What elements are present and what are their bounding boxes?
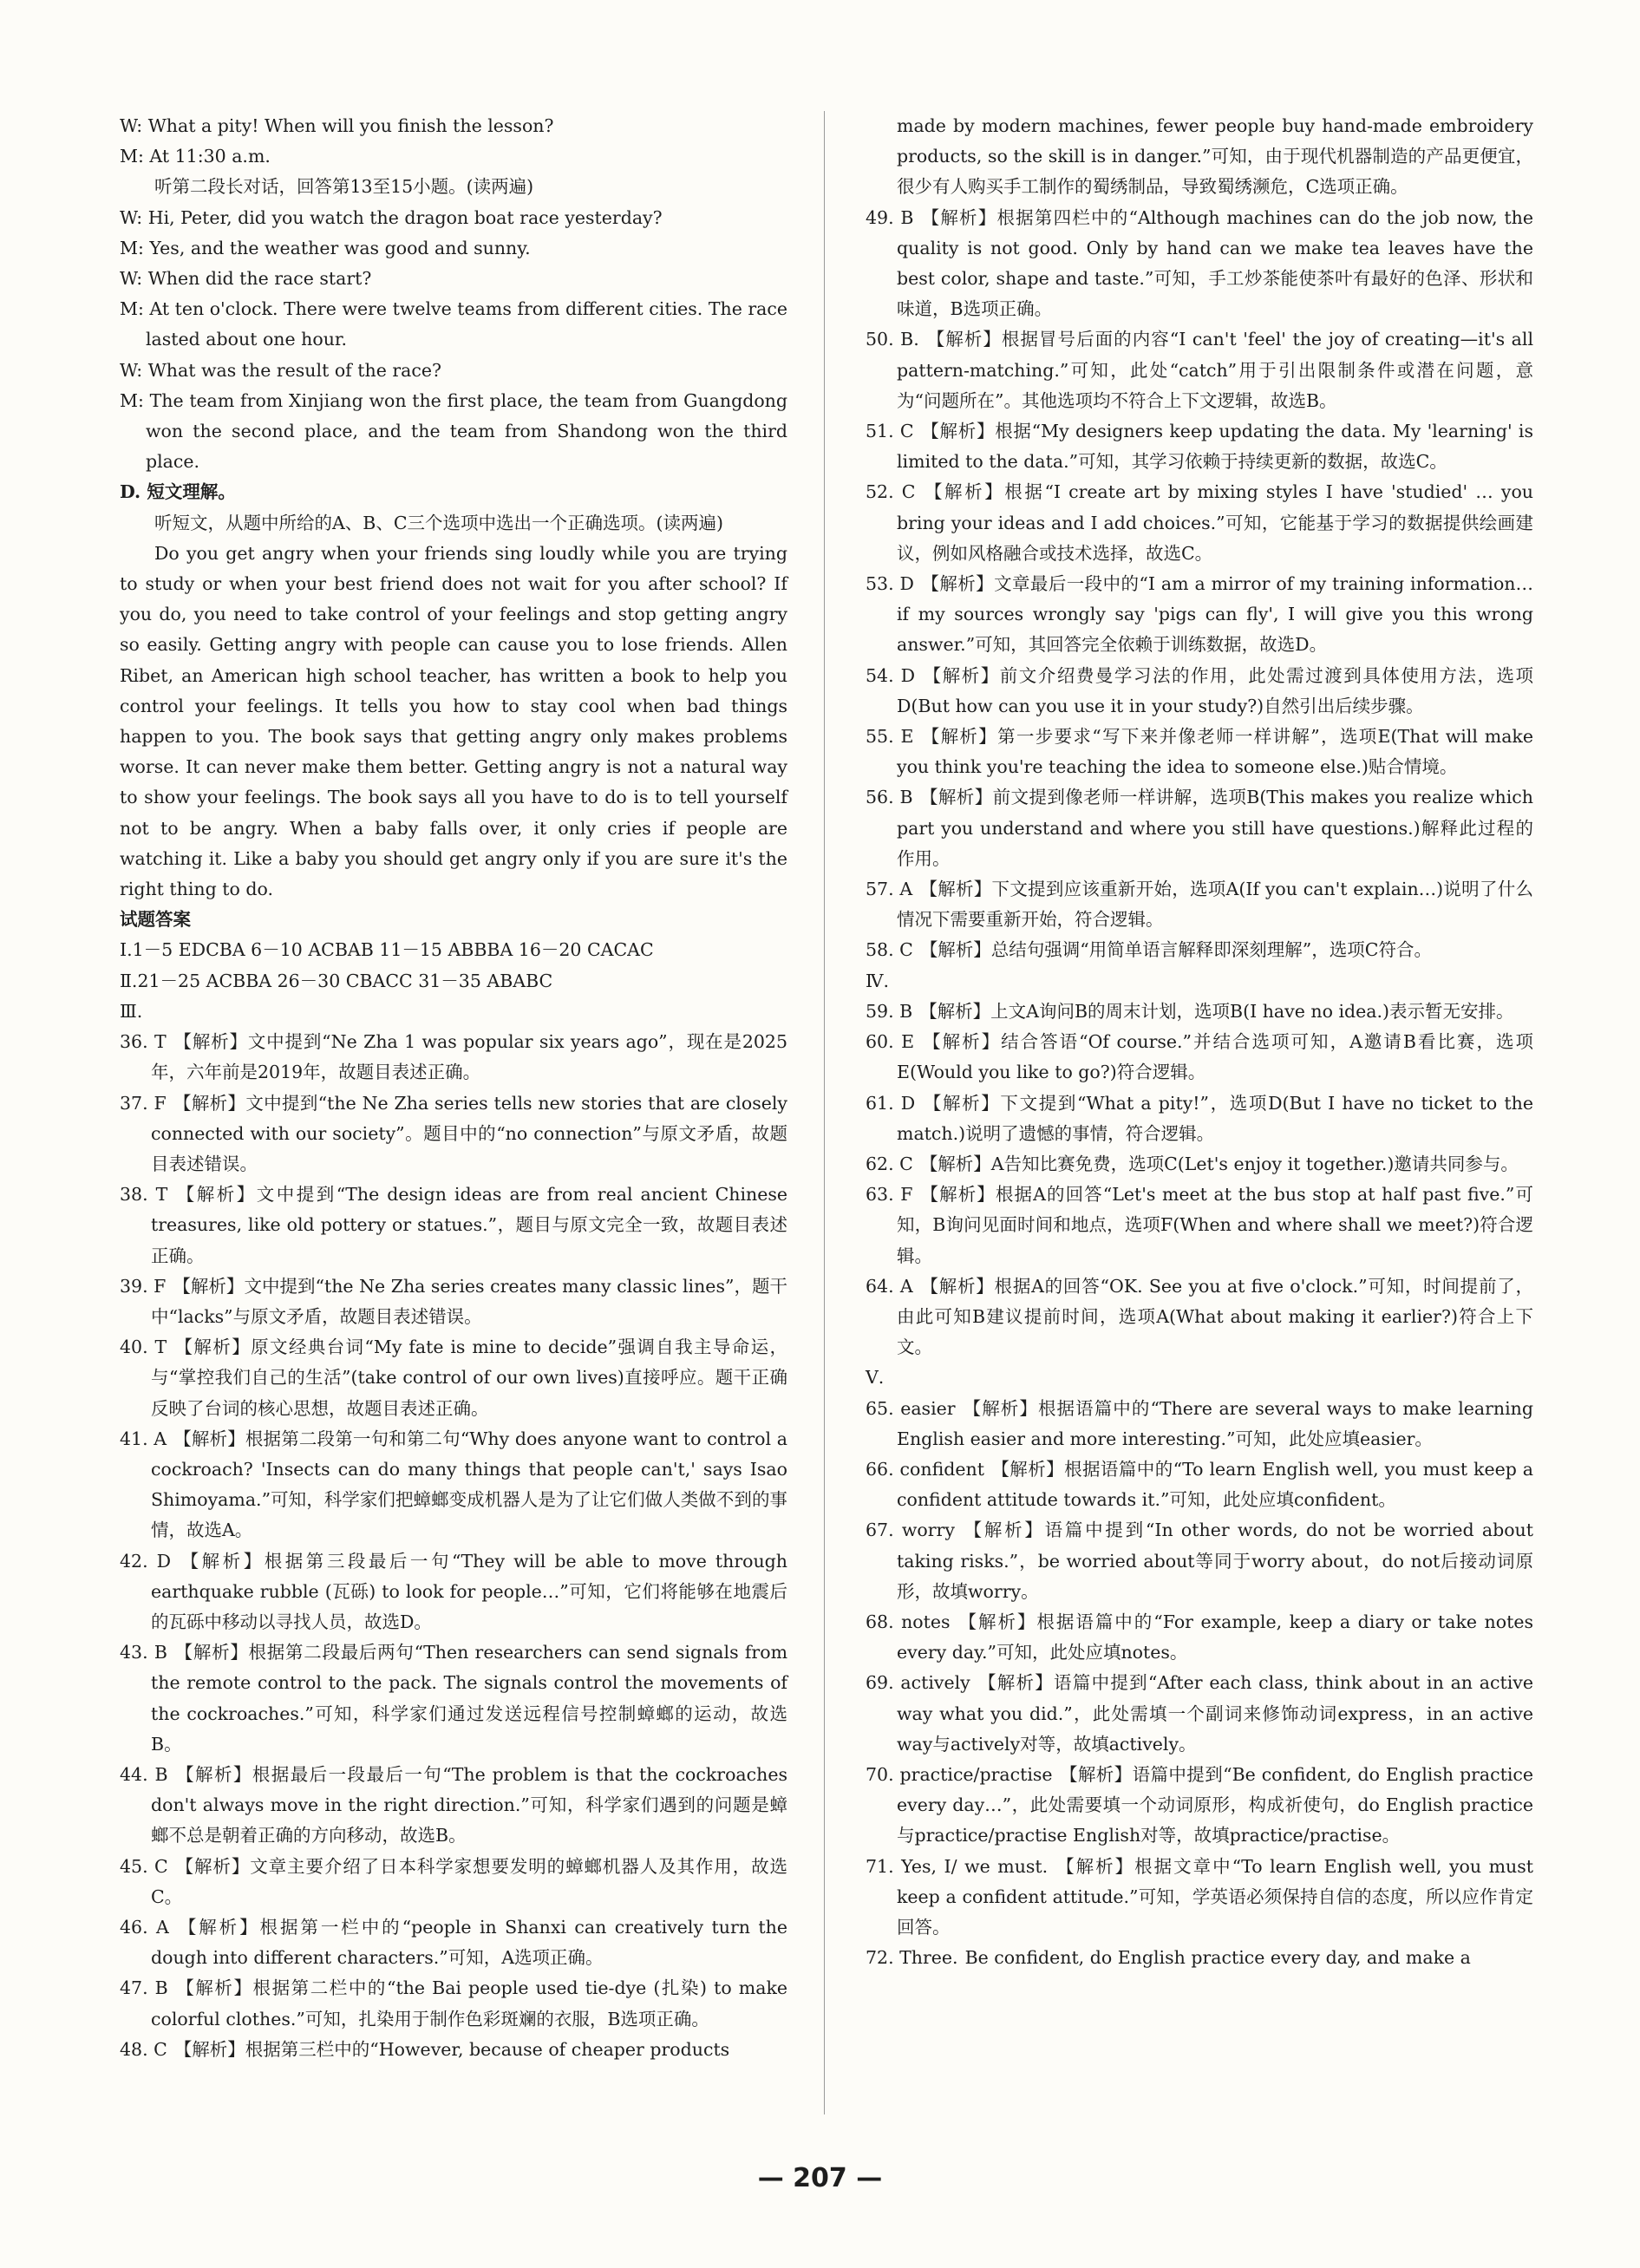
- explanation-item: [866, 416, 1533, 477]
- explanation-item: [120, 2035, 787, 2065]
- dialogue-line: W: What a pity! When will you finish the lesson?: [120, 115, 554, 136]
- item-explanation: 【解析】文章主要介绍了日本科学家想要发明的蟑螂机器人及其作用，故选C。: [151, 1855, 788, 1907]
- item-number: 65. easier: [866, 1397, 956, 1419]
- item-number: 57. A: [866, 879, 913, 900]
- explanation-item: [866, 722, 1533, 782]
- right-column: [866, 111, 1533, 1973]
- dialogue-line: M: At 11:30 a.m.: [120, 146, 271, 167]
- explanation-item: [866, 1027, 1533, 1088]
- item-explanation: 【解析】根据语篇中的“For example, keep a diary or take notes every day.”可知，此处应填notes。: [897, 1611, 1533, 1663]
- item-explanation: 【解析】结合答语“Of course.”并结合选项可知，A邀请B看比赛，选项E(Would you like to go?)符合逻辑。: [897, 1031, 1533, 1083]
- explanation-list: [866, 203, 1533, 966]
- item-explanation: 【解析】原文经典台词“My fate is mine to decide”强调自我主导命运，与“掌控我们自己的生活”(take control of our own lives)直接呼应。题干正确反映了台词的核心思想，故题目表述正确。: [151, 1337, 787, 1419]
- item-explanation: 【解析】下文提到应该重新开始，选项A(If you can't explain…)说明了什么情况下需要重新开始，符合逻辑。: [897, 879, 1533, 931]
- explanation-item: [866, 874, 1533, 935]
- column-divider: [824, 111, 825, 2114]
- item-explanation: 【解析】根据语篇中的“To learn English well, you must keep a confident attitude towards it.”可知，此处应填confident。: [897, 1458, 1534, 1511]
- explanation-item: [866, 1394, 1533, 1454]
- explanation-item: [866, 1180, 1533, 1271]
- item-number: 64. A: [866, 1275, 913, 1297]
- explanation-item: [120, 1637, 787, 1760]
- answers-line: Ⅱ.21－25 ACBBA 26－30 CBACC 31－35 ABABC: [120, 970, 553, 991]
- item-number: 53. D: [866, 573, 914, 595]
- explanation-list: [866, 997, 1533, 1363]
- item-number: 69. actively: [866, 1672, 970, 1694]
- item-explanation: 【解析】文中提到“the Ne Zha series creates many classic lines”，题干中“lacks”与原文矛盾，故题目表述错误。: [151, 1275, 787, 1327]
- item-explanation: 【解析】根据第二段最后两句“Then researchers can send signals from the remote control to the pack. The signals control the movements of the cockroaches.”可知，科学家们通过发送远程信号控制蟑螂的运动，故选B。: [151, 1642, 788, 1755]
- section-d-instruction: 听短文，从题中所给的A、B、C三个选项中选出一个正确选项。(读两遍): [154, 512, 724, 533]
- item-number: 48. C: [120, 2038, 167, 2060]
- item-explanation: 【解析】根据A的回答“Let's meet at the bus stop at half past five.”可知，B询问见面时间和地点，选项F(When and where shall we meet?)符合逻辑。: [897, 1184, 1533, 1266]
- explanation-item: [866, 324, 1533, 416]
- section-d-title: D. 短文理解。: [120, 481, 236, 503]
- item-explanation: 【解析】根据第一栏中的“people in Shanxi can creatively turn the dough into different characters.”可知，A选项正确。: [151, 1916, 787, 1969]
- item-explanation: 【解析】根据冒号后面的内容“I can't 'feel' the joy of creating—it's all pattern-matching.”可知，此处“catch”用于引出限制条件或潜在问题，意为“问题所在”。其他选项均不符合上下文逻辑，故选B。: [897, 329, 1533, 411]
- page-number: — 207 —: [757, 2163, 883, 2193]
- item-number: 58. C: [866, 939, 913, 961]
- item-number: 39. F: [120, 1275, 167, 1297]
- item-explanation: 【解析】总结句强调“用简单语言解释即深刻理解”，选项C符合。: [919, 939, 1432, 961]
- section-heading: Ⅲ.: [120, 1000, 143, 1022]
- section-heading: Ⅳ.: [866, 970, 889, 991]
- item-number: 43. B: [120, 1642, 167, 1663]
- item-number: 54. D: [866, 664, 916, 686]
- item-number: 63. F: [866, 1184, 913, 1206]
- item-number: 52. C: [866, 481, 916, 503]
- item-number: 61. D: [866, 1092, 916, 1114]
- left-column: [120, 111, 787, 2065]
- explanation-item: [866, 477, 1533, 569]
- item-number: 45. C: [120, 1855, 168, 1877]
- item-number: 44. B: [120, 1763, 168, 1785]
- explanation-item: [120, 1332, 787, 1424]
- item-explanation: 【解析】语篇中提到“Be confident, do English practice every day…”，此处需要填一个动词原形，构成祈使句，do English practice与practice/practise English对等，故填practice/practise。: [897, 1763, 1533, 1846]
- explanation-item: [120, 1973, 787, 2034]
- item-explanation: 【解析】根据第二栏中的“the Bai people used tie-dye (扎染) to make colorful clothes.”可知，扎染用于制作色彩斑斓的衣服，B选项正确。: [151, 1977, 787, 2029]
- item-explanation: 【解析】根据第三栏中的“However, because of cheaper products: [173, 2038, 730, 2060]
- explanation-item: [866, 1088, 1533, 1149]
- explanation-item: [866, 1760, 1533, 1852]
- continued-explanation: made by modern machines, fewer people buy hand-made embroidery products, so the skill is in danger.”可知，由于现代机器制造的产品更便宜，很少有人购买手工制作的蜀绣制品，导致蜀绣濒危，C选项正确。: [897, 115, 1533, 198]
- item-number: 66. confident: [866, 1458, 984, 1480]
- item-number: 37. F: [120, 1092, 167, 1114]
- explanation-item: [120, 1912, 787, 1973]
- explanation-item: [866, 1271, 1533, 1363]
- item-explanation: 【解析】文章最后一段中的“I am a mirror of my training information…if my sources wrongly say 'pigs can fly', I will give you this wrong answer.”可知，其回答完全依赖于训练数据，故选D。: [897, 573, 1533, 656]
- answers-title: 试题答案: [120, 909, 191, 931]
- item-explanation: 【解析】根据第三段最后一句“They will be able to move through earthquake rubble (瓦砾) to look for people…”可知，它们将能够在地震后的瓦砾中移动以寻找人员，故选D。: [151, 1550, 788, 1632]
- item-number: 41. A: [120, 1428, 167, 1449]
- explanation-item: [866, 997, 1533, 1027]
- item-number: 71. Yes, I/ we must.: [866, 1855, 1049, 1877]
- explanation-item: [866, 1852, 1533, 1944]
- explanation-item: [866, 935, 1533, 965]
- item-number: 47. B: [120, 1977, 168, 1999]
- item-number: 38. T: [120, 1184, 168, 1206]
- dialogue-line: W: Hi, Peter, did you watch the dragon boat race yesterday?: [120, 206, 663, 228]
- dialogue-line: M: The team from Xinjiang won the first place, the team from Guangdong won the second place, and the team from Shandong won the third place.: [120, 389, 787, 473]
- explanation-item: [866, 1149, 1533, 1180]
- item-explanation: 【解析】A告知比赛免费，选项C(Let's enjoy it together.)邀请共同参与。: [919, 1153, 1519, 1174]
- dialogue-line: M: At ten o'clock. There were twelve teams from different cities. The race lasted about one hour.: [120, 298, 787, 350]
- item-number: 49. B: [866, 206, 914, 228]
- explanation-item: [120, 1546, 787, 1638]
- item-explanation: 【解析】根据“My designers keep updating the data. My 'learning' is limited to the data.”可知，其学习依赖于持续更新的数据，故选C。: [897, 421, 1534, 473]
- dialogue-line: M: Yes, and the weather was good and sunny.: [120, 237, 531, 258]
- dialogue-line: W: What was the result of the race?: [120, 359, 441, 381]
- item-explanation: 【解析】文中提到“The design ideas are from real ancient Chinese treasures, like old pottery or statues.”，题目与原文完全一致，故题目表述正确。: [151, 1184, 788, 1266]
- explanation-item: [120, 1088, 787, 1180]
- item-explanation: 【解析】上文A询问B的周末计划，选项B(I have no idea.)表示暂无安排。: [919, 1000, 1514, 1022]
- item-explanation: 【解析】第一步要求“写下来并像老师一样讲解”，选项E(That will make you think you're teaching the idea to someone else.)贴合情境。: [897, 726, 1533, 778]
- item-explanation: 【解析】根据语篇中的“There are several ways to make learning English easier and more interesting.”可知，此处应填easier。: [897, 1397, 1533, 1449]
- item-number: 56. B: [866, 787, 913, 808]
- item-number: 55. E: [866, 726, 914, 748]
- item-number: 36. T: [120, 1031, 167, 1053]
- listening-passage: Do you get angry when your friends sing loudly while you are trying to study or when your best friend does not wait for you after school? If you do, you need to take control of your feelings and stop getting angry so easily. Getting angry with people can cause you to lose friends. Allen Ribet, an American high school teacher, has written a book to help you control your feelings. It tells you how to stay cool when bad things happen to you. The book says that getting angry only makes problems worse. It can never make them better. Getting angry is not a natural way to show your feelings. The book says all you have to do is to tell yourself not to be angry. When a baby falls over, it only cries if people are watching it. Like a baby you should get angry only if you are sure it's the right thing to do.: [120, 542, 787, 900]
- item-number: 46. A: [120, 1916, 169, 1938]
- explanation-item: [120, 1424, 787, 1546]
- explanation-item: [866, 1668, 1533, 1760]
- item-number: 62. C: [866, 1153, 913, 1174]
- item-explanation: 【解析】文中提到“Ne Zha 1 was popular six years ago”，现在是2025年，六年前是2019年，故题目表述正确。: [151, 1031, 788, 1083]
- item-number: 60. E: [866, 1031, 915, 1053]
- item-explanation: 【解析】前文介绍费曼学习法的作用，此处需过渡到具体使用方法，选项D(But how can you use it in your study?)自然引出后续步骤。: [897, 664, 1534, 716]
- item-number: 72. Three.: [866, 1947, 958, 1969]
- listening-instruction: 听第二段长对话，回答第13至15小题。(读两遍): [154, 176, 534, 198]
- explanation-item: [866, 661, 1533, 722]
- explanation-item: [120, 1852, 787, 1912]
- explanation-list: [866, 1394, 1533, 1974]
- item-explanation: 【解析】文中提到“the Ne Zha series tells new stories that are closely connected with our society”。题目中的“no connection”与原文矛盾，故题目表述错误。: [151, 1092, 787, 1174]
- explanation-item: [866, 203, 1533, 325]
- item-number: 59. B: [866, 1000, 913, 1022]
- item-explanation: Be confident, do English practice every day, and make a: [964, 1947, 1471, 1969]
- explanation-item: [866, 782, 1533, 874]
- item-explanation: 【解析】下文提到“What a pity!”，选项D(But I have no ticket to the match.)说明了遗憾的事情，符合逻辑。: [897, 1092, 1533, 1144]
- item-explanation: 【解析】根据最后一段最后一句“The problem is that the cockroaches don't always move in the right direction.”可知，科学家们遇到的问题是蟑螂不总是朝着正确的方向移动，故选B。: [151, 1763, 787, 1846]
- item-number: 67. worry: [866, 1520, 955, 1541]
- item-explanation: 【解析】根据第四栏中的“Although machines can do the job now, the quality is not good. Only by hand can we make tea leaves have the best color, shape and taste.”可知，手工炒茶能使茶叶有最好的色泽、形状和味道，B选项正确。: [897, 206, 1533, 320]
- item-number: 40. T: [120, 1337, 167, 1358]
- item-explanation: 【解析】根据“I create art by mixing styles I have 'studied' … you bring your ideas and I add choices.”可知，它能基于学习的数据提供绘画建议，例如风格融合或技术选择，故选C。: [897, 481, 1533, 564]
- item-number: 51. C: [866, 421, 914, 442]
- explanation-item: [866, 1943, 1533, 1973]
- explanation-item: [866, 1454, 1533, 1515]
- item-number: 70. practice/practise: [866, 1763, 1053, 1785]
- item-explanation: 【解析】语篇中提到“In other words, do not be worried about taking risks.”，be worried about等同于worry about，do not后接动词原形，故填worry。: [897, 1520, 1533, 1602]
- item-explanation: 【解析】根据文章中“To learn English well, you must keep a confident attitude.”可知，学英语必须保持自信的态度，所以应作肯定回答。: [897, 1855, 1534, 1938]
- answers-line: Ⅰ.1－5 EDCBA 6－10 ACBAB 11－15 ABBBA 16－20 CACAC: [120, 939, 654, 961]
- section-heading: Ⅴ.: [866, 1367, 885, 1389]
- item-explanation: 【解析】语篇中提到“After each class, think about in an active way what you did.”，此处需填一个副词来修饰动词express，in an active way与actively对等，故填actively。: [897, 1672, 1533, 1755]
- item-explanation: 【解析】根据第二段第一句和第二句“Why does anyone want to control a cockroach? 'Insects can do many things that people can't,' says Isao Shimoyama.”可知，科学家们把蟑螂变成机器人是为了让它们做人类做不到的事情，故选A。: [151, 1428, 787, 1541]
- explanation-item: [120, 1180, 787, 1271]
- item-explanation: 【解析】根据A的回答“OK. See you at five o'clock.”可知，时间提前了，由此可知B建议提前时间，选项A(What about making it earlier?)符合上下文。: [897, 1275, 1533, 1358]
- explanation-list: [120, 1027, 787, 2065]
- explanation-item: [120, 1760, 787, 1852]
- item-number: 50. B.: [866, 329, 919, 350]
- item-number: 68. notes: [866, 1611, 951, 1632]
- dialogue-line: W: When did the race start?: [120, 268, 372, 290]
- explanation-item: [120, 1271, 787, 1332]
- item-number: 42. D: [120, 1550, 172, 1572]
- item-explanation: 【解析】前文提到像老师一样讲解，选项B(This makes you realize which part you understand and where you still have questions.)解释此过程的作用。: [897, 787, 1533, 869]
- explanation-item: [866, 1607, 1533, 1668]
- explanation-item: [866, 1515, 1533, 1607]
- explanation-item: [866, 569, 1533, 661]
- explanation-item: [120, 1027, 787, 1088]
